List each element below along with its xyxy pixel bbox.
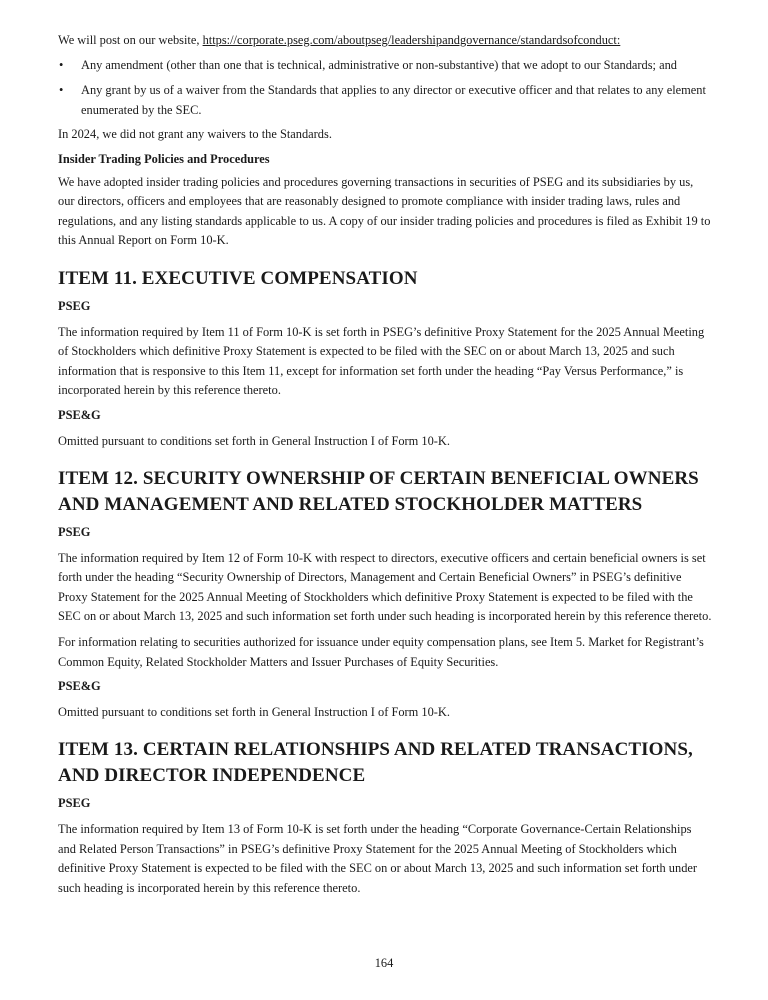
item-12-pseg-body-2: For information relating to securities authorized for issuance under equity compensation plans, see Item 5. Market for Registrant’s Common Equity, Related Stockholder Matters and Issuer Purchases of Equity Securities. <box>58 635 704 669</box>
item-12-pseg-g-label: PSE&G <box>58 679 101 694</box>
standards-url-link[interactable]: https://corporate.pseg.com/aboutpseg/leadershipandgovernance/standardsofconduct: <box>202 33 621 47</box>
intro-paragraph <box>58 31 712 51</box>
bullet-icon: • <box>59 83 64 98</box>
insider-trading-heading: Insider Trading Policies and Procedures <box>58 151 270 166</box>
item-11-pseg-g-label: PSE&G <box>58 407 101 422</box>
posting-list <box>58 56 712 121</box>
item-13-pseg-body: The information required by Item 13 of Form 10-K is set forth under the heading “Corporate Governance-Certain Relationships and Related Person Transactions” in PSEG’s definitive Proxy Statement for the 2025 Annual Meeting of Stockholders which definitive Proxy Statement is expected to be filed with the SEC on or about March 13, 2025 and such information set forth under such heading is incorporated herein by this reference thereto. <box>58 822 698 895</box>
insider-trading-body: We have adopted insider trading policies and procedures governing transactions in securities of PSEG and its subsidiaries by us, our directors, officers and employees that are reasonably designed to promote compliance with insider trading laws, rules and regulations, and any listing standards applicable to us. A copy of our insider trading policies and procedures is filed as Exhibit 19 to this Annual Report on Form 10-K. <box>58 174 711 248</box>
item-11-title: ITEM 11. EXECUTIVE COMPENSATION <box>58 267 418 289</box>
item-11-pseg-label: PSEG <box>58 298 91 313</box>
page-number: 164 <box>374 956 394 970</box>
item-12-pseg-g-body: Omitted pursuant to conditions set forth in General Instruction I of Form 10-K. <box>58 704 450 719</box>
item-12-pseg-label: PSEG <box>58 525 91 540</box>
item-13-pseg-label: PSEG <box>58 796 91 811</box>
item-12-pseg-body: The information required by Item 12 of Form 10-K with respect to directors, executive officers and certain beneficial owners is set forth under the heading “Security Ownership of Directors, Management and Certain Beneficial Owners” in PSEG’s definitive Proxy Statement for the 2025 Annual Meeting of Stockholders which definitive Proxy Statement is expected to be filed with the SEC on or about March 13, 2025 and such information set forth under such heading is incorporated herein by this reference thereto. <box>58 550 712 624</box>
list-item: • Any grant by us of a waiver from the Standards that applies to any director or executive officer and that relates to any element enumerated by the SEC. <box>59 83 706 117</box>
item-12-title: ITEM 12. SECURITY OWNERSHIP OF CERTAIN BENEFICIAL OWNERS AND MANAGEMENT AND RELATED STOCKHOLDER MATTERS <box>58 468 699 516</box>
document-page <box>58 31 712 898</box>
item-13-title: ITEM 13. CERTAIN RELATIONSHIPS AND RELATED TRANSACTIONS, AND DIRECTOR INDEPENDENCE <box>58 739 693 787</box>
item-11-pseg-body: The information required by Item 11 of Form 10-K is set forth in PSEG’s definitive Proxy Statement for the 2025 Annual Meeting of Stockholders which definitive Proxy Statement is expected to be filed with the SEC on or about March 13, 2025 and such information that is responsive to this Item 11, except for information set forth under the heading “Pay Versus Performance,” is incorporated herein by this reference thereto. <box>58 324 705 398</box>
waiver-note: In 2024, we did not grant any waivers to the Standards. <box>58 127 332 142</box>
item-11-pseg-g-body: Omitted pursuant to conditions set forth in General Instruction I of Form 10-K. <box>58 433 450 448</box>
list-item: • Any amendment (other than one that is technical, administrative or non-substantive) that we adopt to our Standards; and <box>58 56 712 76</box>
bullet-icon: • <box>59 57 64 72</box>
intro-text: We will post on our website, <box>58 33 203 47</box>
